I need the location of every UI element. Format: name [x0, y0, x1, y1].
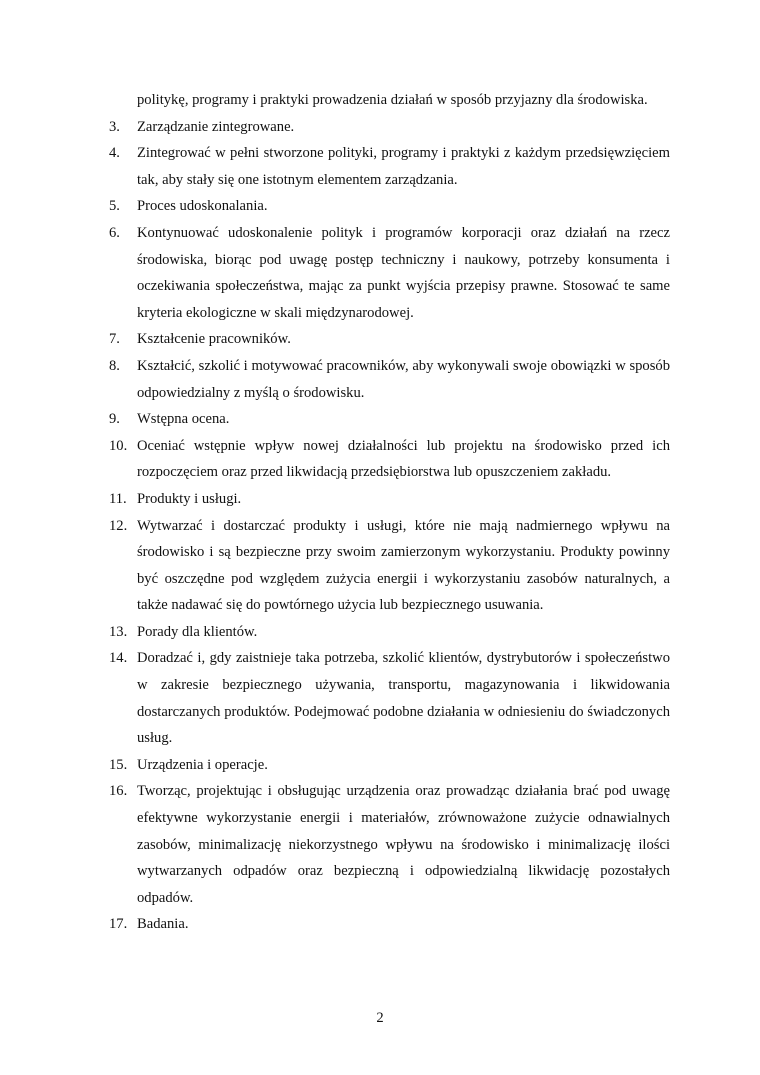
list-item-number: 15. — [109, 756, 128, 773]
list-item-number: 8. — [109, 357, 120, 374]
list-item — [109, 911, 670, 938]
list-item — [109, 353, 670, 406]
list-item — [109, 406, 670, 433]
list-item — [109, 114, 670, 141]
list-item — [109, 645, 670, 751]
list-item — [109, 326, 670, 353]
list-item-text: Porady dla klientów. — [137, 623, 258, 640]
list-item-number: 17. — [109, 916, 128, 933]
list-item-number: 9. — [109, 411, 120, 428]
page-number: 2 — [376, 1010, 384, 1026]
list-item-text: Zintegrować w pełni stworzone polityki, programy i praktyki z każdym przedsięwzięciem tak, aby stały się one istotnym elementem zarządzania. — [137, 145, 670, 188]
list-item — [109, 140, 670, 193]
list-item-text: Proces udoskonalania. — [137, 198, 268, 215]
list-item-text: Wytwarzać i dostarczać produkty i usługi, które nie mają nadmiernego wpływu na środowisko i są bezpieczne przy swoim zamierzonym wykorzystaniu. Produkty powinny być oszczędne pod względem zużycia energii i wykorzystaniu zasobów naturalnych, a także nadawać się do powtórnego użycia lub bezpiecznego usuwania. — [137, 517, 670, 614]
list-item — [109, 619, 670, 646]
list-item — [109, 752, 670, 779]
list-item-text: Doradzać i, gdy zaistnieje taka potrzeba, szkolić klientów, dystrybutorów i społeczeństwo w zakresie bezpiecznego używania, transportu, magazynowania i likwidowania dostarczanych produktów. Podejmować podobne działania w odniesieniu do świadczonych usług. — [137, 650, 670, 747]
list-item-text: Kształcić, szkolić i motywować pracowników, aby wykonywali swoje obowiązki w sposób odpowiedzialny z myślą o środowisku. — [137, 357, 670, 401]
document-body — [109, 87, 670, 938]
list-item — [109, 220, 670, 326]
list-item-text: Kształcenie pracowników. — [137, 331, 291, 348]
list-item-number: 4. — [109, 145, 120, 162]
list-item-number: 16. — [109, 783, 128, 800]
list-item-text: Tworząc, projektując i obsługując urządzenia oraz prowadząc działania brać pod uwagę efektywne wykorzystanie energii i materiałów, zrównoważone zużycie odnawialnych zasobów, minimalizację niekorzystnego wpływu na środowisko i minimalizację ilości wytwarzanych odpadów oraz bezpieczną i odpowiedzialną likwidację pozostałych odpadów. — [137, 783, 670, 906]
list-item — [109, 778, 670, 911]
list-item-number: 3. — [109, 118, 120, 135]
list-item-number: 6. — [109, 224, 120, 241]
list-item-text: Urządzenia i operacje. — [137, 756, 268, 773]
list-item-text: Produkty i usługi. — [137, 490, 242, 507]
list-item-text: Zarządzanie zintegrowane. — [137, 118, 295, 135]
continued-paragraph: politykę, programy i praktyki prowadzenia działań w sposób przyjazny dla środowiska. — [137, 92, 648, 108]
list-item-number: 12. — [109, 517, 128, 534]
list-item — [109, 193, 670, 220]
list-item-number: 10. — [109, 437, 128, 454]
list-item-number: 14. — [109, 650, 128, 667]
list-item — [109, 486, 670, 513]
list-item-number: 11. — [109, 490, 127, 507]
list-item-text: Kontynuować udoskonalenie polityk i programów korporacji oraz działań na rzecz środowiska, biorąc pod uwagę postęp techniczny i naukowy, potrzeby konsumenta i oczekiwania społeczeństwa, mając za punkt wyjścia przepisy prawne. Stosować te same kryteria ekologiczne w skali międzynarodowej. — [137, 224, 670, 321]
list-item-text: Badania. — [137, 916, 189, 933]
list-item-text: Wstępna ocena. — [137, 411, 230, 428]
list-item-number: 7. — [109, 331, 120, 348]
list-item-number: 13. — [109, 623, 128, 640]
list-item-text: Oceniać wstępnie wpływ nowej działalności lub projektu na środowisko przed ich rozpoczęciem oraz przed likwidacją przedsiębiorstwa lub opuszczeniem zakładu. — [137, 437, 670, 481]
list-item — [109, 513, 670, 619]
list-item — [109, 433, 670, 486]
list-item-number: 5. — [109, 198, 120, 215]
numbered-list — [109, 114, 670, 938]
